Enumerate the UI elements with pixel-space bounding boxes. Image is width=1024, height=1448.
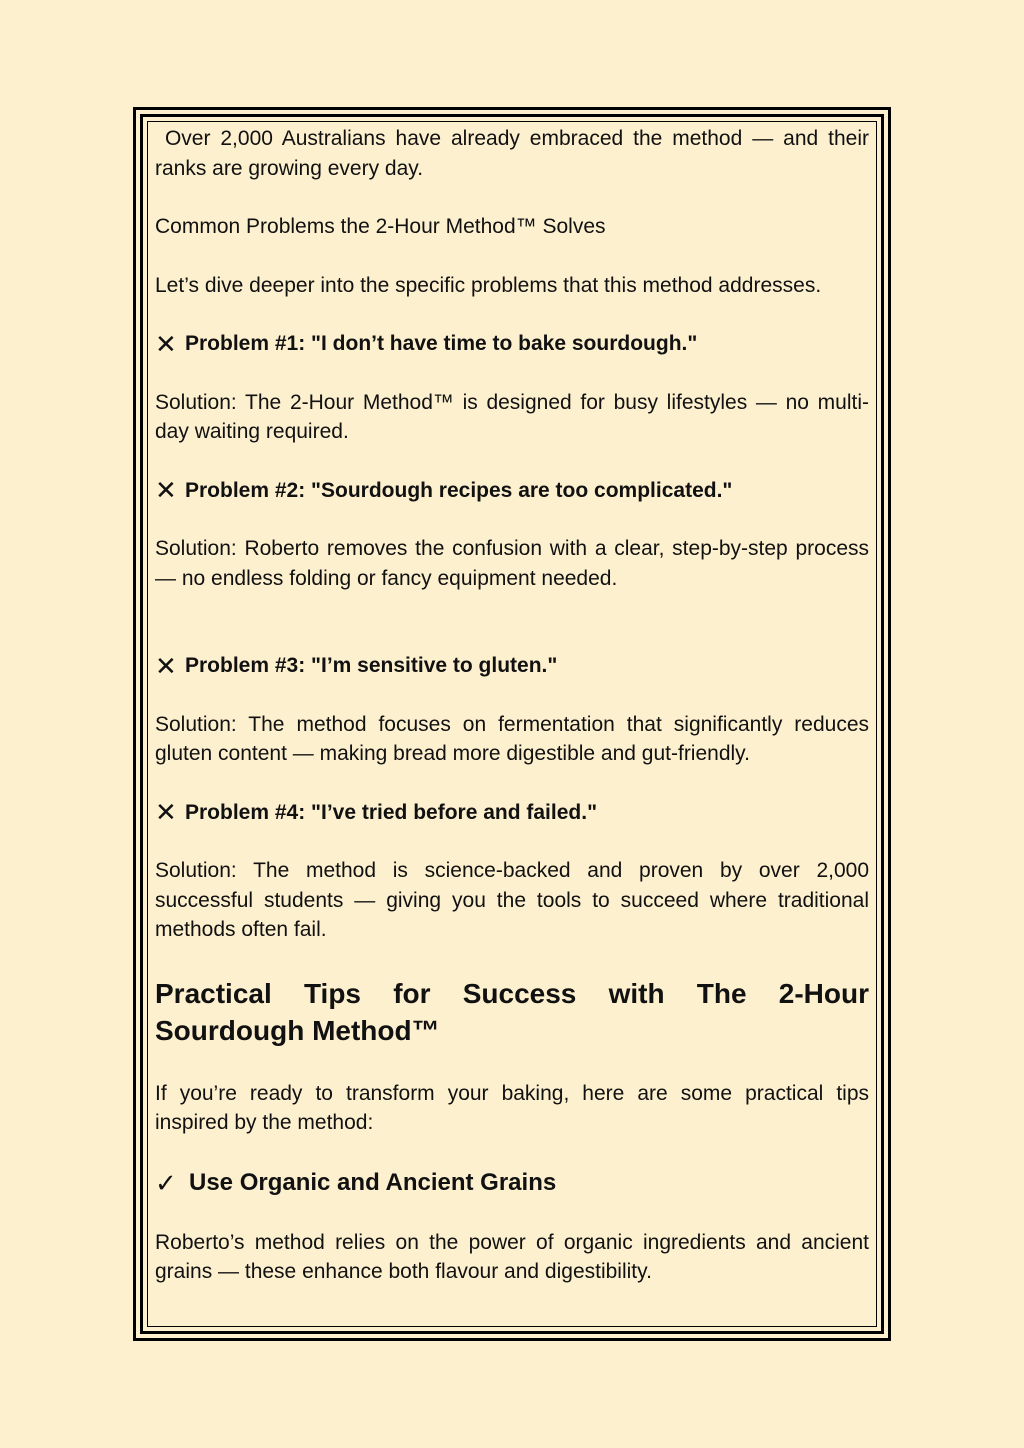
tip-1-title-text: Use Organic and Ancient Grains: [189, 1168, 557, 1196]
tips-intro: If you’re ready to transform your baking, here are some practical tips inspired by the method:: [155, 1081, 869, 1134]
problem-2-solution: Solution: Roberto removes the confusion with a clear, step-by-step process — no endless folding or fancy equipment needed.: [155, 537, 869, 590]
cross-mark-icon: ✕: [155, 650, 177, 681]
problem-2-text: Problem #2: "Sourdough recipes are too complicated.": [185, 478, 733, 502]
problem-3-text: Problem #3: "I’m sensitive to gluten.": [185, 654, 558, 677]
problem-4-text: Problem #4: "I’ve tried before and failed.": [185, 800, 598, 824]
problem-1-solution: Solution: The 2-Hour Method™ is designed for busy lifestyles — no multi-day waiting required.: [155, 390, 869, 443]
cross-mark-icon: ✕: [155, 797, 177, 828]
check-mark-icon: ✓: [155, 1167, 177, 1198]
problem-1-text: Problem #1: "I don’t have time to bake sourdough.": [185, 332, 698, 355]
tip-1-text: Roberto’s method relies on the power of organic ingredients and ancient grains — these enhance both flavour and digestibility.: [155, 1230, 869, 1283]
section-intro: Let’s dive deeper into the specific problems that this method addresses.: [155, 273, 822, 297]
problem-4-solution: Solution: The method is science-backed and proven by over 2,000 successful students — giving you the tools to succeed where traditional methods often fail.: [155, 859, 869, 941]
cross-mark-icon: ✕: [155, 475, 177, 506]
problem-3-solution: Solution: The method focuses on fermentation that significantly reduces gluten content — making bread more digestible and gut-friendly.: [155, 712, 869, 765]
document-body: [155, 124, 875, 1287]
section-title: Common Problems the 2-Hour Method™ Solves: [155, 215, 606, 238]
problem-4-title: [155, 798, 869, 828]
problem-3-title: [155, 651, 869, 681]
problem-2-title: [155, 476, 869, 506]
intro-paragraph: Over 2,000 Australians have already embraced the method — and their ranks are growing every day.: [155, 127, 875, 180]
tips-heading: Practical Tips for Success with The 2-Hour Sourdough Method™: [155, 977, 869, 1046]
problem-1-title: [155, 329, 869, 359]
cross-mark-icon: ✕: [155, 328, 177, 359]
tip-1-title: [155, 1168, 869, 1198]
